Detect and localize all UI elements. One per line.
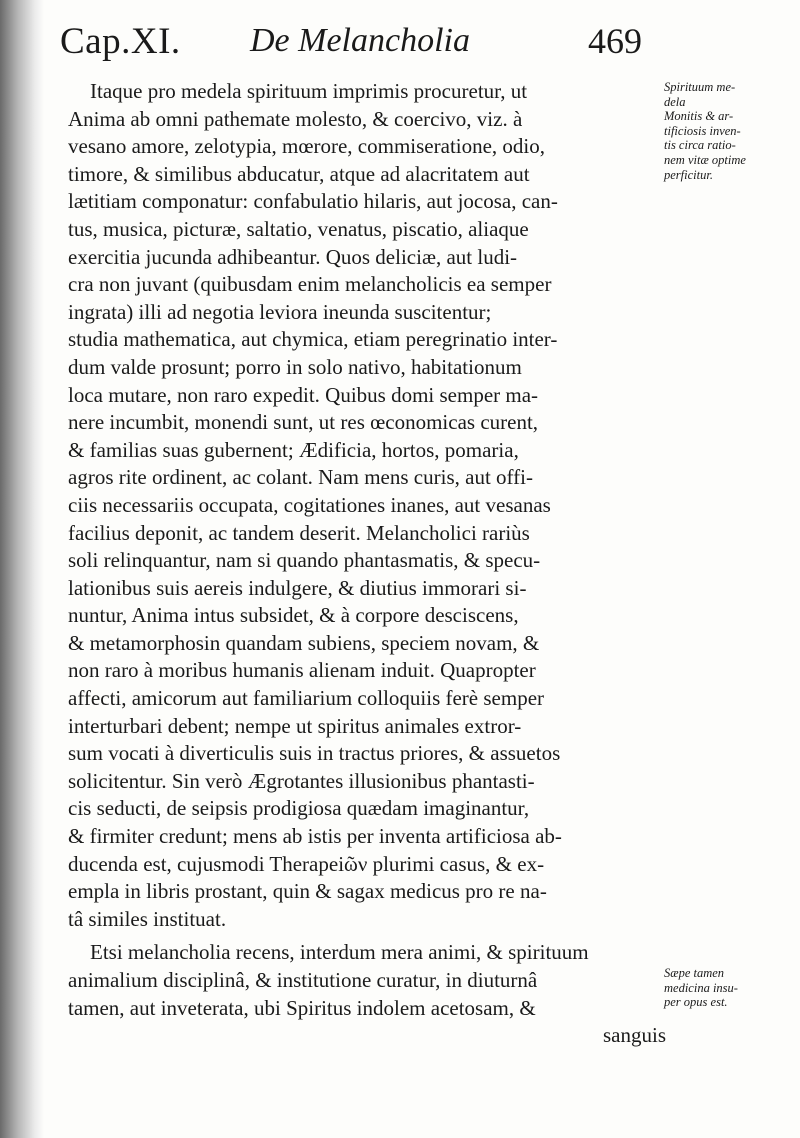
margin-note-line: dela [664, 94, 686, 109]
text-line: timore, & similibus abducatur, atque ad alacritatem aut [68, 161, 530, 186]
text-line: tus, musica, picturæ, saltatio, venatus, piscatio, aliaque [68, 216, 529, 241]
margin-note-line: Spirituum me- [664, 80, 736, 94]
text-line: nere incumbit, monendi sunt, ut res œconomicas curent, [68, 410, 539, 435]
text-line: Itaque pro medela spirituum imprimis procuretur, ut [90, 79, 528, 103]
text-line: nuntur, Anima intus subsidet, & à corpore desciscens, [68, 603, 519, 628]
text-line: studia mathematica, aut chymica, etiam peregrinatio inter- [68, 327, 558, 352]
text-line: lationibus suis aereis indulgere, & diutius immorari si- [68, 575, 527, 600]
text-line: interturbari debent; nempe ut spiritus animales extror- [68, 713, 522, 738]
text-line: Anima ab omni pathemate molesto, & coercivo, viz. à [68, 106, 523, 131]
margin-note-spirituum-medela [664, 80, 798, 182]
margin-note-line: per opus est. [664, 995, 728, 1010]
text-line: facilius deponit, ac tandem deserit. Melancholici rariùs [68, 520, 530, 545]
text-line: Etsi melancholia recens, interdum mera animi, & spirituum [90, 940, 589, 965]
text-line: lætitiam componatur: confabulatio hilaris, aut jocosa, can- [68, 189, 558, 214]
text-line: agros rite ordinent, ac colant. Nam mens curis, aut offi- [68, 465, 533, 490]
text-line: non raro à moribus humanis alienam induit. Quapropter [68, 658, 536, 683]
text-line: sanguis [603, 1023, 666, 1048]
margin-note-line: nem vitæ optime [664, 152, 746, 167]
text-line: dum valde prosunt; porro in solo nativo, habitationum [68, 354, 522, 379]
text-line: affecti, amicorum aut familiarium colloquiis ferè semper [68, 686, 545, 711]
text-line: exercitia jucunda adhibeantur. Quos deliciæ, aut ludi- [68, 244, 518, 269]
text-line: cis seducti, de seipsis prodigiosa quædam imaginantur, [68, 796, 530, 821]
text-line: & metamorphosin quandam subiens, speciem novam, & [68, 630, 540, 655]
body-text [68, 78, 666, 1050]
margin-note-line: tis circa ratio- [664, 138, 736, 153]
text-line: ducenda est, cujusmodi Therapeiῶν plurimi casus, & ex- [68, 851, 545, 876]
margin-note-line: tificiosis inven- [664, 123, 741, 138]
text-line: loca mutare, non raro expedit. Quibus domi semper ma- [68, 382, 539, 407]
text-line: & familias suas gubernent; Ædificia, hortos, pomaria, [68, 437, 519, 462]
margin-note-line: perficitur. [664, 167, 713, 182]
text-line: sum vocati à diverticulis suis in tractus priores, & assuetos [68, 741, 561, 766]
text-line: vesano amore, zelotypia, mœrore, commiseratione, odio, [68, 134, 546, 159]
margin-note-line: medicina insu- [664, 980, 738, 995]
page-number: 469 [588, 21, 642, 61]
chapter-label: Cap.XI. [60, 21, 181, 62]
text-line: empla in libris prostant, quin & sagax medicus pro re na- [68, 879, 547, 904]
text-line: & firmiter credunt; mens ab istis per inventa artificiosa ab- [68, 824, 562, 849]
text-line: ciis necessariis occupata, cogitationes inanes, aut vesanas [68, 492, 551, 517]
text-line: animalium disciplinâ, & institutione curatur, in diuturnâ [68, 968, 538, 992]
text-line: solicitentur. Sin verò Ægrotantes illusionibus phantasti- [68, 768, 535, 793]
chapter-title: De Melancholia [250, 22, 470, 59]
margin-note-line: Sæpe tamen [664, 966, 725, 980]
running-head [60, 20, 660, 68]
text-line: cra non juvant (quibusdam enim melancholicis ea semper [68, 272, 552, 297]
text-line: tâ similes instituat. [68, 906, 227, 931]
text-line: tamen, aut inveterata, ubi Spiritus indolem acetosam, & [68, 995, 536, 1020]
binding-gutter-shadow [0, 0, 44, 1138]
margin-note-line: Monitis & ar- [664, 109, 734, 124]
text-line: ingrata) illi ad negotia leviora ineunda suscitentur; [68, 299, 492, 324]
text-line: soli relinquantur, nam si quando phantasmatis, & specu- [68, 548, 541, 573]
margin-note-saepe-tamen [664, 966, 798, 1010]
